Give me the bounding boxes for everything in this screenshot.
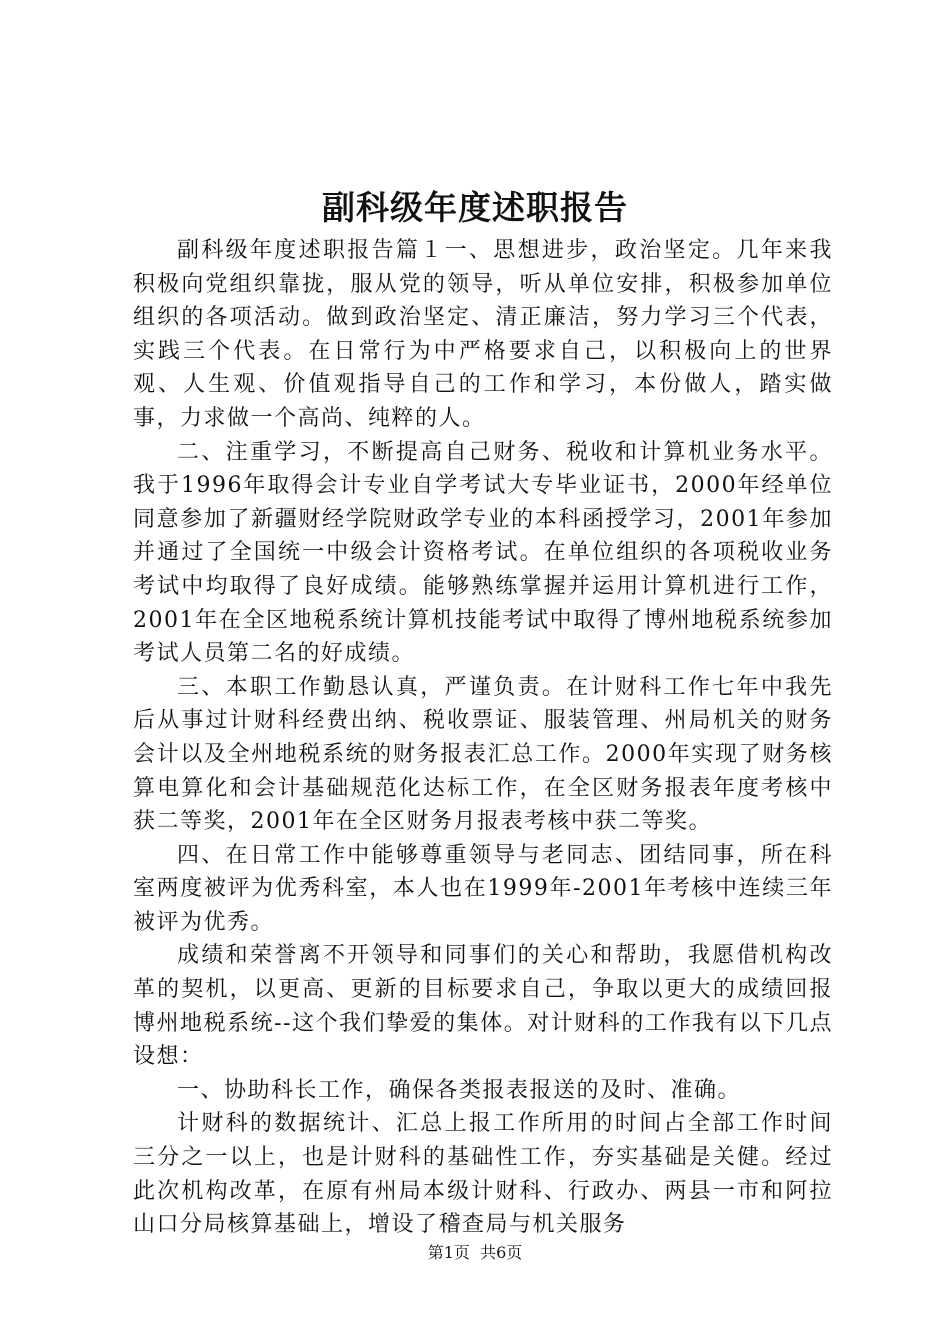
paragraph-1: 副科级年度述职报告篇１一、思想进步，政治坚定。几年来我积极向党组织靠拢，服从党的领导，听从单位安排，积极参加单位组织的各项活动。做到政治坚定、清正廉洁，努力学习三个代表，实践三个代表。在日常行为中严格要求自己，以积极向上的世界观、人生观、价值观指导自己的工作和学习，本份做人，踏实做事，力求做一个高尚、纯粹的人。 bbox=[133, 238, 833, 431]
paragraph-2: 二、注重学习，不断提高自己财务、税收和计算机业务水平。我于1996年取得会计专业自学考试大专毕业证书，2000年经单位同意参加了新疆财经学院财政学专业的本科函授学习，2001年参加并通过了全国统一中级会计资格考试。在单位组织的各项税收业务考试中均取得了良好成绩。能够熟练掌握并运用计算机进行工作，2001年在全区地税系统计算机技能考试中取得了博州地税系统参加考试人员第二名的好成绩。 bbox=[133, 439, 833, 667]
document-title: 副科级年度述职报告 bbox=[322, 188, 628, 227]
paragraph-3: 三、本职工作勤恳认真，严谨负责。在计财科工作七年中我先后从事过计财科经费出纳、税收票证、服装管理、州局机关的财务会计以及全州地税系统的财务报表汇总工作。2000年实现了财务核算电算化和会计基础规范化达标工作，在全区财务报表年度考核中获二等奖，2001年在全区财务月报表考核中获二等奖。 bbox=[133, 674, 833, 835]
page-number: 第1页 bbox=[427, 1243, 470, 1262]
footer-spacer bbox=[470, 1243, 480, 1262]
paragraph-6: 一、协助科长工作，确保各类报表报送的及时、准确。 bbox=[177, 1077, 742, 1103]
paragraph-4: 四、在日常工作中能够尊重领导与老同志、团结同事，所在科室两度被评为优秀科室，本人也在1999年-2001年考核中连续三年被评为优秀。 bbox=[133, 842, 833, 935]
page-total: 共6页 bbox=[480, 1243, 523, 1262]
page-footer bbox=[0, 1241, 950, 1265]
paragraph-5: 成绩和荣誉离不开领导和同事们的关心和帮助，我愿借机构改革的契机，以更高、更新的目标要求自己，争取以更大的成绩回报博州地税系统--这个我们挚爱的集体。对计财科的工作我有以下几点设想： bbox=[133, 943, 833, 1070]
paragraph-7: 计财科的数据统计、汇总上报工作所用的时间占全部工作时间三分之一以上，也是计财科的基础性工作，夯实基础是关健。经过此次机构改革，在原有州局本级计财科、行政办、两县一市和阿拉山口分局核算基础上，增设了稽查局与机关服务 bbox=[133, 1111, 833, 1238]
document-body bbox=[133, 234, 833, 1242]
